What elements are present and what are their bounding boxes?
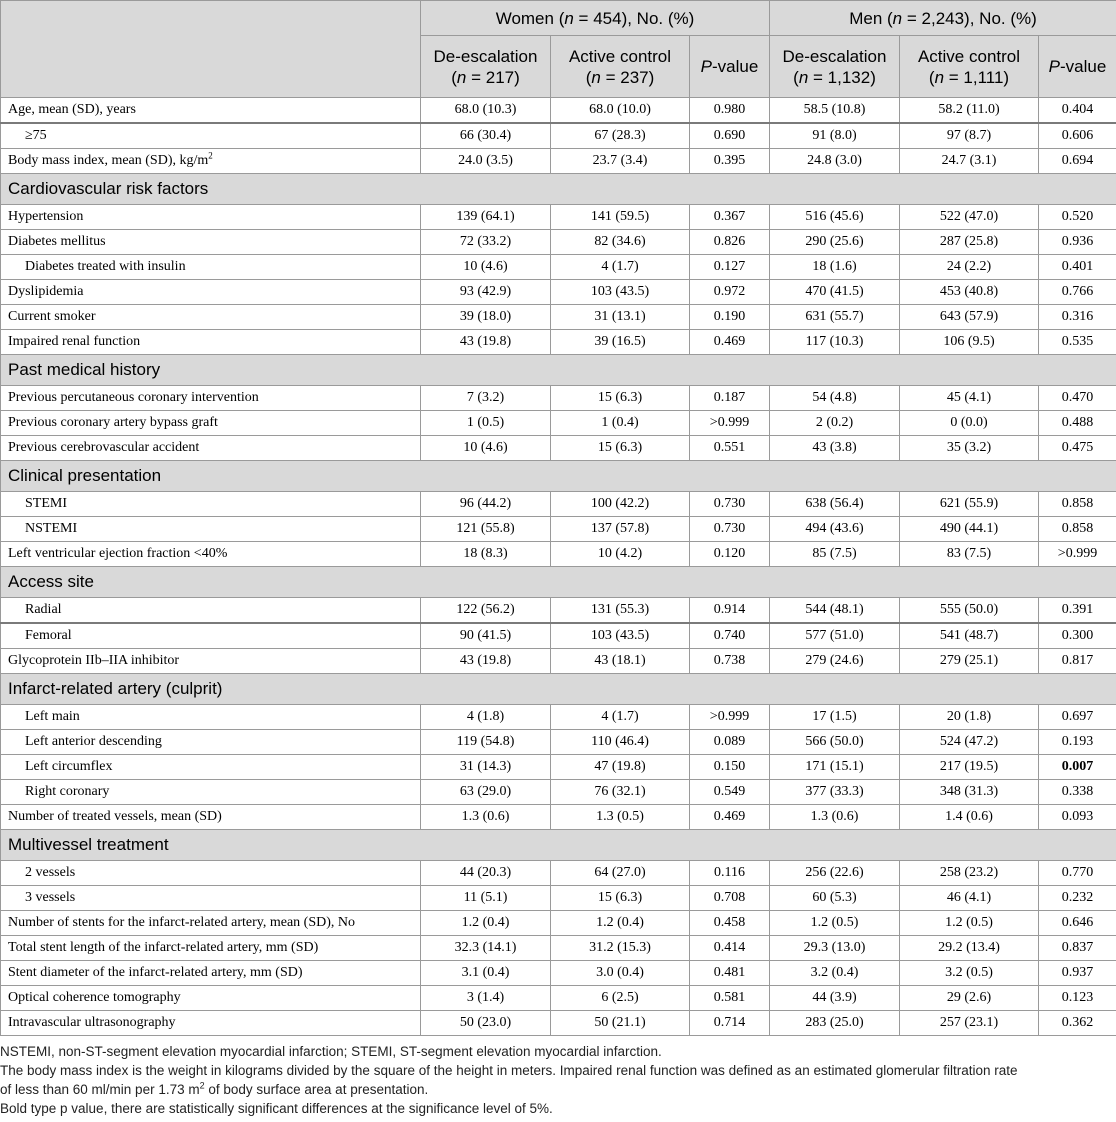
table-cell: 106 (9.5)	[900, 330, 1039, 355]
table-cell: 2 (0.2)	[770, 411, 900, 436]
table-cell: 82 (34.6)	[551, 230, 690, 255]
header-women-group: Women (n = 454), No. (%)	[421, 1, 770, 36]
table-cell: 0.980	[690, 98, 770, 124]
table-row	[1, 149, 1116, 174]
table-cell: 643 (57.9)	[900, 305, 1039, 330]
table-cell: 3 (1.4)	[421, 986, 551, 1011]
table-cell: 544 (48.1)	[770, 598, 900, 624]
table-row	[1, 705, 1116, 730]
table-row	[1, 598, 1116, 624]
table-cell: 0.936	[1039, 230, 1116, 255]
table-cell: 96 (44.2)	[421, 492, 551, 517]
table-cell: 0.766	[1039, 280, 1116, 305]
row-label: NSTEMI	[1, 517, 421, 542]
table-cell: 122 (56.2)	[421, 598, 551, 624]
table-row	[1, 255, 1116, 280]
table-cell: 100 (42.2)	[551, 492, 690, 517]
table-row	[1, 230, 1116, 255]
table-cell: 494 (43.6)	[770, 517, 900, 542]
column-header-3: P-value	[690, 36, 770, 98]
table-cell: 68.0 (10.0)	[551, 98, 690, 124]
table-row	[1, 886, 1116, 911]
table-row	[1, 1011, 1116, 1036]
table-cell: 0.007	[1039, 755, 1116, 780]
table-cell: 43 (19.8)	[421, 330, 551, 355]
table-cell: 0.730	[690, 517, 770, 542]
table-cell: 50 (23.0)	[421, 1011, 551, 1036]
table-row	[1, 542, 1116, 567]
table-cell: 541 (48.7)	[900, 623, 1039, 649]
table-cell: 0.858	[1039, 517, 1116, 542]
table-cell: 29 (2.6)	[900, 986, 1039, 1011]
table-cell: 29.2 (13.4)	[900, 936, 1039, 961]
table-cell: 91 (8.0)	[770, 123, 900, 149]
row-label: Femoral	[1, 623, 421, 649]
table-cell: 103 (43.5)	[551, 280, 690, 305]
table-cell: 17 (1.5)	[770, 705, 900, 730]
table-cell: 0.697	[1039, 705, 1116, 730]
table-cell: 46 (4.1)	[900, 886, 1039, 911]
row-label: Number of stents for the infarct-related artery, mean (SD), No	[1, 911, 421, 936]
table-cell: 29.3 (13.0)	[770, 936, 900, 961]
table-cell: 20 (1.8)	[900, 705, 1039, 730]
table-body	[1, 98, 1116, 1036]
table-cell: 15 (6.3)	[551, 436, 690, 461]
table-cell: 283 (25.0)	[770, 1011, 900, 1036]
table-cell: 0.127	[690, 255, 770, 280]
table-cell: 348 (31.3)	[900, 780, 1039, 805]
row-label: Glycoprotein IIb–IIA inhibitor	[1, 649, 421, 674]
table-cell: 31 (13.1)	[551, 305, 690, 330]
table-cell: 0.469	[690, 805, 770, 830]
table-cell: 63 (29.0)	[421, 780, 551, 805]
table-cell: 24.0 (3.5)	[421, 149, 551, 174]
table-cell: 0.367	[690, 205, 770, 230]
table-cell: 577 (51.0)	[770, 623, 900, 649]
table-cell: 0.414	[690, 936, 770, 961]
table-cell: 0.646	[1039, 911, 1116, 936]
table-cell: 18 (1.6)	[770, 255, 900, 280]
section-heading: Past medical history	[1, 355, 1116, 386]
row-label: 3 vessels	[1, 886, 421, 911]
table-cell: >0.999	[1039, 542, 1116, 567]
section-heading: Cardiovascular risk factors	[1, 174, 1116, 205]
table-cell: 0.937	[1039, 961, 1116, 986]
table-cell: 85 (7.5)	[770, 542, 900, 567]
table-cell: 0.193	[1039, 730, 1116, 755]
table-cell: 522 (47.0)	[900, 205, 1039, 230]
table-cell: 0.404	[1039, 98, 1116, 124]
table-row	[1, 780, 1116, 805]
table-cell: 66 (30.4)	[421, 123, 551, 149]
table-cell: 0.116	[690, 861, 770, 886]
table-cell: 24.7 (3.1)	[900, 149, 1039, 174]
table-row	[1, 861, 1116, 886]
table-cell: 43 (18.1)	[551, 649, 690, 674]
row-label: ≥75	[1, 123, 421, 149]
table-cell: 18 (8.3)	[421, 542, 551, 567]
table-cell: 0.708	[690, 886, 770, 911]
table-cell: 60 (5.3)	[770, 886, 900, 911]
table-cell: 43 (19.8)	[421, 649, 551, 674]
table-row	[1, 386, 1116, 411]
table-cell: 50 (21.1)	[551, 1011, 690, 1036]
table-cell: 35 (3.2)	[900, 436, 1039, 461]
table-cell: 15 (6.3)	[551, 886, 690, 911]
table-cell: 0.470	[1039, 386, 1116, 411]
table-cell: >0.999	[690, 705, 770, 730]
table-cell: 44 (20.3)	[421, 861, 551, 886]
row-label: Left main	[1, 705, 421, 730]
table-cell: 4 (1.7)	[551, 705, 690, 730]
row-label: Body mass index, mean (SD), $kg/m^2$	[1, 149, 421, 174]
table-cell: 0.187	[690, 386, 770, 411]
table-row	[1, 330, 1116, 355]
table-cell: 7 (3.2)	[421, 386, 551, 411]
footnote-superscript: 2	[199, 1080, 205, 1091]
table-cell: 45 (4.1)	[900, 386, 1039, 411]
table-cell: 39 (18.0)	[421, 305, 551, 330]
table-cell: 0.817	[1039, 649, 1116, 674]
row-label: Number of treated vessels, mean (SD)	[1, 805, 421, 830]
section-row	[1, 174, 1116, 205]
section-row	[1, 674, 1116, 705]
row-label: Hypertension	[1, 205, 421, 230]
table-cell: 1.4 (0.6)	[900, 805, 1039, 830]
table-cell: 4 (1.8)	[421, 705, 551, 730]
table-cell: 1.2 (0.5)	[900, 911, 1039, 936]
table-cell: 1.3 (0.5)	[551, 805, 690, 830]
column-header-6: P-value	[1039, 36, 1116, 98]
footnote-bmi-line2-end: of body surface area at presentation.	[204, 1082, 429, 1097]
table-cell: 10 (4.6)	[421, 255, 551, 280]
table-cell: 31 (14.3)	[421, 755, 551, 780]
table-cell: 3.2 (0.4)	[770, 961, 900, 986]
table-row	[1, 911, 1116, 936]
footnote-bmi-line1: The body mass index is the weight in kilograms divided by the square of the height in meters. Impaired renal function was defined as an estimated glomerular filtration rate	[0, 1063, 1018, 1078]
table-cell: 4 (1.7)	[551, 255, 690, 280]
table-cell: 72 (33.2)	[421, 230, 551, 255]
table-cell: 31.2 (15.3)	[551, 936, 690, 961]
row-label: Left circumflex	[1, 755, 421, 780]
row-label: Previous cerebrovascular accident	[1, 436, 421, 461]
table-footnotes	[0, 1036, 1116, 1118]
table-cell: 279 (25.1)	[900, 649, 1039, 674]
table-cell: 121 (55.8)	[421, 517, 551, 542]
table-cell: 137 (57.8)	[551, 517, 690, 542]
table-cell: 0.475	[1039, 436, 1116, 461]
table-cell: 119 (54.8)	[421, 730, 551, 755]
table-cell: 43 (3.8)	[770, 436, 900, 461]
header-corner	[1, 1, 421, 98]
table-cell: 93 (42.9)	[421, 280, 551, 305]
table-cell: 58.5 (10.8)	[770, 98, 900, 124]
footnote-bmi-line2-start: of less than 60 ml/min per 1.73 m	[0, 1082, 200, 1097]
table-cell: 0.837	[1039, 936, 1116, 961]
row-label: Previous coronary artery bypass graft	[1, 411, 421, 436]
row-label: Current smoker	[1, 305, 421, 330]
table-cell: 3.1 (0.4)	[421, 961, 551, 986]
column-header-2: Active control (n = 237)	[551, 36, 690, 98]
table-cell: 0.972	[690, 280, 770, 305]
table-cell: 1 (0.4)	[551, 411, 690, 436]
table-cell: 638 (56.4)	[770, 492, 900, 517]
table-cell: 377 (33.3)	[770, 780, 900, 805]
table-row	[1, 517, 1116, 542]
table-cell: 24.8 (3.0)	[770, 149, 900, 174]
table-cell: 97 (8.7)	[900, 123, 1039, 149]
table-cell: 171 (15.1)	[770, 755, 900, 780]
table-cell: 0.338	[1039, 780, 1116, 805]
table-row	[1, 280, 1116, 305]
row-label: Dyslipidemia	[1, 280, 421, 305]
table-cell: 0.770	[1039, 861, 1116, 886]
table-cell: 257 (23.1)	[900, 1011, 1039, 1036]
table-cell: 117 (10.3)	[770, 330, 900, 355]
table-cell: 0.740	[690, 623, 770, 649]
table-cell: >0.999	[690, 411, 770, 436]
table-cell: 24 (2.2)	[900, 255, 1039, 280]
table-cell: 141 (59.5)	[551, 205, 690, 230]
table-cell: 0.300	[1039, 623, 1116, 649]
table-row	[1, 205, 1116, 230]
table-row	[1, 986, 1116, 1011]
section-row	[1, 567, 1116, 598]
table-row	[1, 961, 1116, 986]
section-heading: Clinical presentation	[1, 461, 1116, 492]
row-label: Diabetes treated with insulin	[1, 255, 421, 280]
footnote-bold-note: Bold type p value, there are statistically significant differences at the significance level of 5%.	[0, 1101, 553, 1116]
table-cell: 110 (46.4)	[551, 730, 690, 755]
section-heading: Infarct-related artery (culprit)	[1, 674, 1116, 705]
table-cell: 0.738	[690, 649, 770, 674]
table-cell: 0.581	[690, 986, 770, 1011]
table-row	[1, 98, 1116, 124]
table-cell: 290 (25.6)	[770, 230, 900, 255]
table-cell: 0.488	[1039, 411, 1116, 436]
table-cell: 0.520	[1039, 205, 1116, 230]
table-cell: 1.3 (0.6)	[770, 805, 900, 830]
row-label: Optical coherence tomography	[1, 986, 421, 1011]
table-cell: 621 (55.9)	[900, 492, 1039, 517]
table-cell: 67 (28.3)	[551, 123, 690, 149]
table-cell: 3.0 (0.4)	[551, 961, 690, 986]
table-cell: 10 (4.6)	[421, 436, 551, 461]
table-row	[1, 305, 1116, 330]
table-cell: 0.694	[1039, 149, 1116, 174]
section-row	[1, 461, 1116, 492]
table-cell: 0.914	[690, 598, 770, 624]
table-cell: 58.2 (11.0)	[900, 98, 1039, 124]
table-cell: 0.458	[690, 911, 770, 936]
table-row	[1, 805, 1116, 830]
table-cell: 1.2 (0.5)	[770, 911, 900, 936]
table-cell: 23.7 (3.4)	[551, 149, 690, 174]
table-cell: 1.3 (0.6)	[421, 805, 551, 830]
column-header-5: Active control (n = 1,111)	[900, 36, 1039, 98]
table-row	[1, 436, 1116, 461]
row-label: STEMI	[1, 492, 421, 517]
table-cell: 524 (47.2)	[900, 730, 1039, 755]
row-label: 2 vessels	[1, 861, 421, 886]
table-cell: 258 (23.2)	[900, 861, 1039, 886]
table-cell: 0.123	[1039, 986, 1116, 1011]
table-cell: 0.730	[690, 492, 770, 517]
footnote-bmi-line2	[0, 1080, 1116, 1099]
table-cell: 90 (41.5)	[421, 623, 551, 649]
table-cell: 0.401	[1039, 255, 1116, 280]
table-cell: 139 (64.1)	[421, 205, 551, 230]
table-cell: 6 (2.5)	[551, 986, 690, 1011]
table-row	[1, 123, 1116, 149]
table-cell: 0.232	[1039, 886, 1116, 911]
table-cell: 64 (27.0)	[551, 861, 690, 886]
table-cell: 0.316	[1039, 305, 1116, 330]
row-label: Age, mean (SD), years	[1, 98, 421, 124]
table-cell: 15 (6.3)	[551, 386, 690, 411]
table-cell: 453 (40.8)	[900, 280, 1039, 305]
row-label: Right coronary	[1, 780, 421, 805]
table-cell: 0.481	[690, 961, 770, 986]
table-cell: 76 (32.1)	[551, 780, 690, 805]
row-label: Left anterior descending	[1, 730, 421, 755]
row-label: Radial	[1, 598, 421, 624]
table-cell: 631 (55.7)	[770, 305, 900, 330]
table-cell: 0.535	[1039, 330, 1116, 355]
table-cell: 217 (19.5)	[900, 755, 1039, 780]
table-cell: 54 (4.8)	[770, 386, 900, 411]
table-row	[1, 623, 1116, 649]
table-cell: 287 (25.8)	[900, 230, 1039, 255]
table-cell: 555 (50.0)	[900, 598, 1039, 624]
table-cell: 0.190	[690, 305, 770, 330]
table-cell: 0.826	[690, 230, 770, 255]
table-cell: 0.551	[690, 436, 770, 461]
table-row	[1, 936, 1116, 961]
table-cell: 0.120	[690, 542, 770, 567]
table-cell: 0.362	[1039, 1011, 1116, 1036]
row-label: Diabetes mellitus	[1, 230, 421, 255]
row-label: Total stent length of the infarct-related artery, mm (SD)	[1, 936, 421, 961]
row-label: Previous percutaneous coronary intervention	[1, 386, 421, 411]
row-label: Stent diameter of the infarct-related artery, mm (SD)	[1, 961, 421, 986]
table-cell: 44 (3.9)	[770, 986, 900, 1011]
table-cell: 1 (0.5)	[421, 411, 551, 436]
table-cell: 0.858	[1039, 492, 1116, 517]
table-cell: 256 (22.6)	[770, 861, 900, 886]
table-cell: 279 (24.6)	[770, 649, 900, 674]
table-cell: 0.469	[690, 330, 770, 355]
table-row	[1, 730, 1116, 755]
table-cell: 0.093	[1039, 805, 1116, 830]
table-cell: 68.0 (10.3)	[421, 98, 551, 124]
table-cell: 490 (44.1)	[900, 517, 1039, 542]
table-header	[1, 1, 1116, 98]
column-header-1: De-escalation (n = 217)	[421, 36, 551, 98]
table-row	[1, 411, 1116, 436]
table-cell: 0.549	[690, 780, 770, 805]
section-row	[1, 355, 1116, 386]
table-cell: 47 (19.8)	[551, 755, 690, 780]
section-heading: Access site	[1, 567, 1116, 598]
table-cell: 83 (7.5)	[900, 542, 1039, 567]
table-cell: 11 (5.1)	[421, 886, 551, 911]
header-men-group: Men (n = 2,243), No. (%)	[770, 1, 1116, 36]
table-row	[1, 649, 1116, 674]
row-label: Intravascular ultrasonography	[1, 1011, 421, 1036]
table-cell: 516 (45.6)	[770, 205, 900, 230]
table-cell: 0.606	[1039, 123, 1116, 149]
table-cell: 1.2 (0.4)	[421, 911, 551, 936]
footnote-abbreviations: NSTEMI, non-ST-segment elevation myocardial infarction; STEMI, ST-segment elevation myocardial infarction.	[0, 1044, 662, 1059]
table-cell: 0.714	[690, 1011, 770, 1036]
row-label: Left ventricular ejection fraction <40%	[1, 542, 421, 567]
table-cell: 131 (55.3)	[551, 598, 690, 624]
table-cell: 1.2 (0.4)	[551, 911, 690, 936]
table-cell: 0.150	[690, 755, 770, 780]
table-cell: 470 (41.5)	[770, 280, 900, 305]
table-row	[1, 755, 1116, 780]
table-cell: 103 (43.5)	[551, 623, 690, 649]
row-label: Impaired renal function	[1, 330, 421, 355]
table-cell: 566 (50.0)	[770, 730, 900, 755]
table-cell: 32.3 (14.1)	[421, 936, 551, 961]
table-cell: 0.395	[690, 149, 770, 174]
table-cell: 0 (0.0)	[900, 411, 1039, 436]
table-row	[1, 492, 1116, 517]
table-cell: 0.690	[690, 123, 770, 149]
table-cell: 3.2 (0.5)	[900, 961, 1039, 986]
section-heading: Multivessel treatment	[1, 830, 1116, 861]
column-header-4: De-escalation (n = 1,132)	[770, 36, 900, 98]
table-cell: 10 (4.2)	[551, 542, 690, 567]
table-cell: 0.089	[690, 730, 770, 755]
table-cell: 0.391	[1039, 598, 1116, 624]
table-cell: 39 (16.5)	[551, 330, 690, 355]
section-row	[1, 830, 1116, 861]
